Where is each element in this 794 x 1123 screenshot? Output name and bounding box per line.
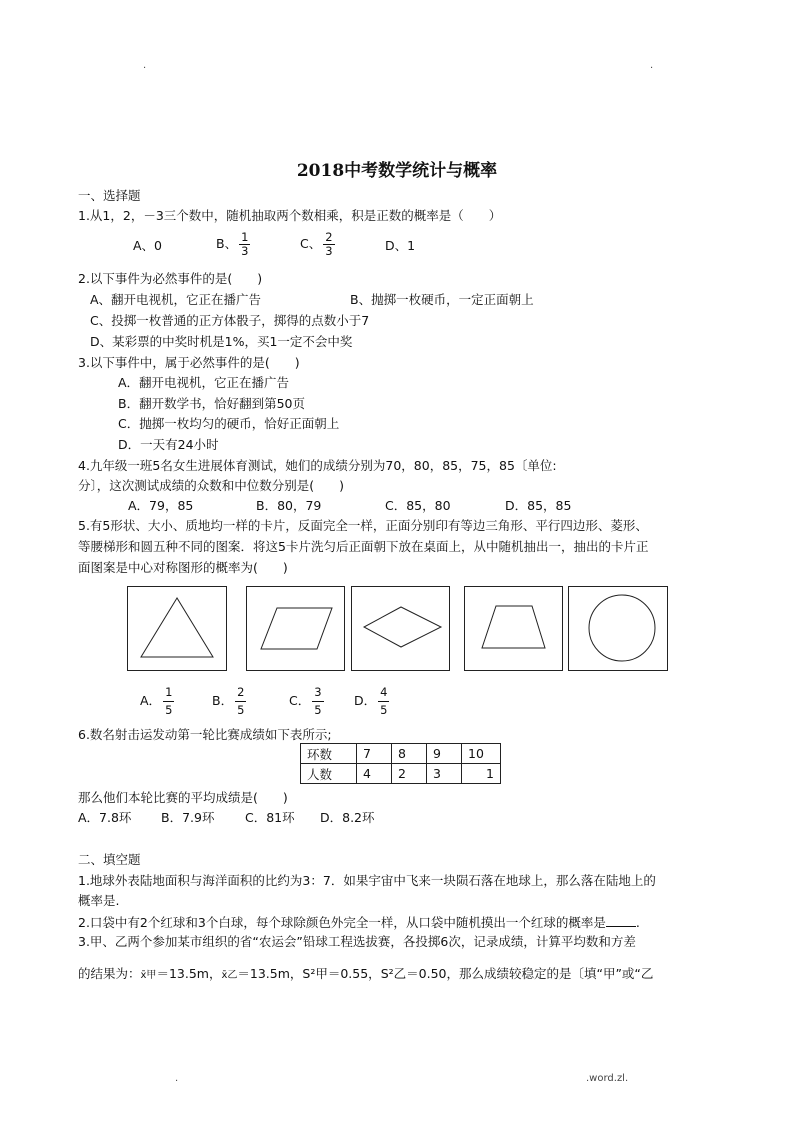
q2-option-b: B、抛掷一枚硬币，一定正面朝上 [350, 292, 534, 307]
q1-stem: 1.从1，2，－3三个数中，随机抽取两个数相乘，积是正数的概率是（ ） [78, 208, 502, 223]
q6-question: 那么他们本轮比赛的平均成绩是( ) [78, 790, 288, 805]
q5-line2: 等腰梯形和圆五种不同的图案．将这5卡片洗匀后正面朝下放在桌面上，从中随机抽出一，抽出的卡片正 [78, 539, 649, 554]
q4-line2: 分〕，这次测试成绩的众数和中位数分别是( ) [78, 478, 345, 493]
card-rhombus [351, 586, 450, 671]
q2-option-c: C、投掷一枚普通的正方体骰子，掷得的点数小于7 [90, 313, 370, 328]
q3-option-b: B．翻开数学书，恰好翻到第50页 [118, 396, 305, 411]
q6-option-a: A．7.8环 [78, 810, 132, 825]
q6-stem: 6.数名射击运发动第一轮比赛成绩如下表所示; [78, 727, 332, 742]
q5-d-label: D． [354, 693, 377, 708]
triangle-icon [128, 587, 226, 670]
q1-option-c [300, 231, 335, 258]
q5-c-den: 5 [314, 703, 322, 717]
table-row [301, 744, 501, 764]
f3-line2 [78, 966, 653, 984]
q1-b-fraction [239, 231, 250, 258]
table-cell: 9 [427, 744, 462, 764]
q5-option-a [140, 684, 174, 719]
f1-line2: 概率是. [78, 893, 120, 908]
f2-end: . [635, 915, 640, 930]
q1-b-num: 1 [241, 230, 249, 244]
circle-icon [569, 587, 667, 670]
q5-a-num: 1 [163, 684, 174, 702]
q5-option-c [289, 684, 324, 719]
f3-line1: 3.甲、乙两个参加某市组织的省“农运会”铅球工程选拔赛，各投掷6次，记录成绩，计算平均数和方差 [78, 934, 636, 949]
q1-option-d: D、1 [385, 238, 416, 253]
q5-a-label: A． [140, 693, 162, 708]
table-row [301, 764, 501, 784]
q4-option-d: D．85，85 [505, 498, 572, 513]
q4-option-a: A．79，85 [128, 498, 194, 513]
f3-s2-yi: S²乙 [380, 966, 407, 981]
table-cell: 10 [462, 744, 501, 764]
q5-d-den: 5 [380, 703, 388, 717]
card-circle [568, 586, 668, 671]
q3-stem: 3.以下事件中，属于必然事件的是( ) [78, 355, 300, 370]
trapezoid-icon [465, 587, 562, 670]
table-cell: 4 [357, 764, 392, 784]
q5-d-num: 4 [378, 684, 389, 702]
q5-b-num: 2 [235, 684, 246, 702]
q2-option-a: A、翻开电视机，它正在播广告 [90, 292, 262, 307]
q4-option-c: C．85，80 [385, 498, 451, 513]
q5-c-num: 3 [312, 684, 323, 702]
q2-stem: 2.以下事件为必然事件的是( ) [78, 271, 263, 286]
f3-eq-a: ＝13.5m， [156, 966, 222, 981]
f1-line1: 1.地球外表陆地面积与海洋面积的比约为3：7．如果宇宙中飞来一块陨石落在地球上，那么落在陆地上的 [78, 873, 656, 888]
f3-eq-c: ＝0.55， [327, 966, 381, 981]
score-table [300, 743, 501, 784]
parallelogram-icon [247, 587, 344, 670]
q1-c-num: 2 [325, 230, 333, 244]
q6-option-b: B．7.9环 [161, 810, 215, 825]
table-cell: 人数 [301, 764, 357, 784]
f2-text [78, 914, 640, 931]
footer-dot-left: . [175, 1073, 179, 1084]
q1-b-den: 3 [241, 244, 249, 258]
section-heading-choice: 一、选择题 [78, 188, 141, 203]
q1-option-a: A、0 [133, 238, 163, 253]
f2-body: 2.口袋中有2个红球和3个白球，每个球除颜色外完全一样，从口袋中随机摸出一个红球的概率是 [78, 915, 606, 930]
table-cell: 3 [427, 764, 462, 784]
q5-c-fraction [312, 684, 323, 719]
page-title: 2018中考数学统计与概率 [296, 161, 498, 181]
q5-b-fraction [235, 684, 246, 719]
q3-option-c: C．抛掷一枚均匀的硬币，恰好正面朝上 [118, 416, 340, 431]
card-trapezoid [464, 586, 563, 671]
q4-option-b: B．80，79 [256, 498, 322, 513]
f3-prefix: 的结果为： [78, 966, 141, 981]
q5-option-d [354, 684, 389, 719]
q5-b-label: B． [212, 693, 234, 708]
f3-s2-jia: S²甲 [302, 966, 328, 981]
q5-a-den: 5 [165, 703, 173, 717]
q6-option-c: C．81环 [245, 810, 295, 825]
header-dot-left: . [143, 60, 147, 71]
q1-c-den: 3 [325, 244, 333, 258]
f2-answer-blank[interactable] [606, 914, 636, 927]
rhombus-icon [352, 587, 449, 670]
footer-watermark: .word.zl. [586, 1073, 629, 1084]
q3-option-d: D．一天有24小时 [118, 437, 219, 452]
q5-option-b [212, 684, 246, 719]
table-cell: 2 [392, 764, 427, 784]
q5-b-den: 5 [237, 703, 245, 717]
q1-c-label: C、 [300, 236, 322, 251]
header-dot-right: . [650, 60, 654, 71]
f3-eq-d: ＝0.50，那么成绩较稳定的是〔填“甲”或“乙 [406, 966, 654, 981]
q5-line3: 面图案是中心对称图形的概率为( ) [78, 560, 288, 575]
f3-eq-b: ＝13.5m， [237, 966, 303, 981]
q1-c-fraction [323, 231, 334, 258]
table-cell: 7 [357, 744, 392, 764]
q6-option-d: D．8.2环 [320, 810, 375, 825]
f3-xbar-jia: x̄甲 [140, 970, 157, 981]
q1-b-label: B、 [216, 236, 238, 251]
q4-line1: 4.九年级一班5名女生进展体育测试，她们的成绩分别为70，80，85，75，85〔单位: [78, 458, 557, 473]
q5-line1: 5.有5形状、大小、质地均一样的卡片，反面完全一样，正面分别印有等边三角形、平行四边形、菱形、 [78, 518, 648, 533]
card-triangle [127, 586, 227, 671]
f3-xbar-yi: x̄乙 [221, 970, 238, 981]
table-cell: 1 [462, 764, 501, 784]
q5-d-fraction [378, 684, 389, 719]
q3-option-a: A．翻开电视机，它正在播广告 [118, 375, 290, 390]
q2-option-d: D、某彩票的中奖时机是1%，买1一定不会中奖 [90, 334, 353, 349]
table-cell: 8 [392, 744, 427, 764]
q5-a-fraction [163, 684, 174, 719]
q5-c-label: C． [289, 693, 311, 708]
card-parallelogram [246, 586, 345, 671]
q1-option-b [216, 231, 250, 258]
table-cell: 环数 [301, 744, 357, 764]
section-heading-fill: 二、填空题 [78, 852, 141, 867]
